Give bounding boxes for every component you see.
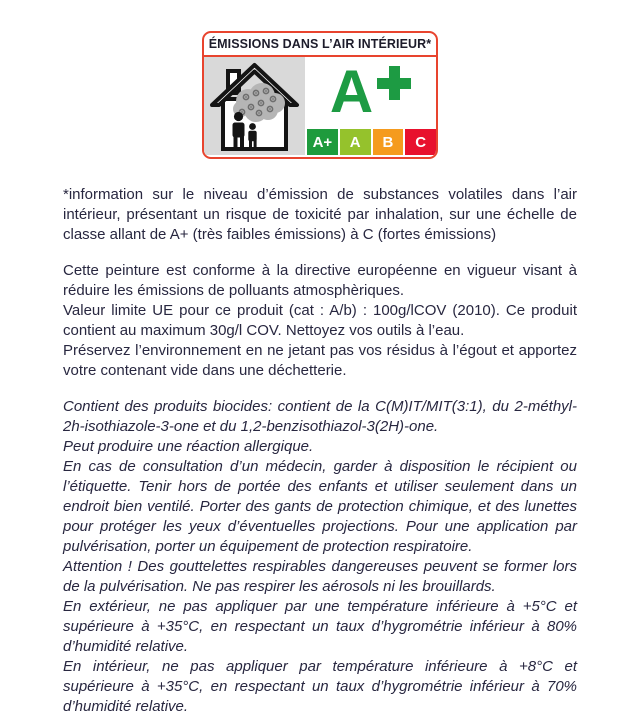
safety-warnings xyxy=(63,397,577,717)
allergic-reaction-text: Peut produire une réaction allergique. xyxy=(63,438,314,455)
scale-grade-c: C xyxy=(405,129,436,155)
spray-droplets-warning-text: Attention ! Des gouttelettes respirables dangereuses peuvent se former lors de la pulvérisation. Ne pas respirer les aérosols ni les brouillards. xyxy=(63,558,577,595)
rating-a-plus xyxy=(305,57,436,129)
emission-scale xyxy=(307,129,436,155)
scale-grade-b: B xyxy=(373,129,404,155)
scale-grade-a: A xyxy=(340,129,371,155)
biocides-content-text: Contient des produits biocides: contient de la C(M)IT/MIT(3:1), du 2-méthyl-2h-isothiazole-3-one et du 1,2-benzisothiazol-3(2H)-one. xyxy=(63,398,577,435)
interior-application-conditions-text: En intérieur, ne pas appliquer par température inférieure à +8°C et supérieure à +35°C, en respectant un taux d’hygrométrie inférieur à 70% d’humidité relative. xyxy=(63,658,577,715)
regulatory-text-block xyxy=(63,185,577,717)
emission-scale-explanation: *information sur le niveau d’émission de substances volatiles dans l’air intérieur, présentant un risque de toxicité par inhalation, sur une échelle de classe allant de A+ (très faibles émissions) à C (fortes émissions) xyxy=(63,186,577,243)
house-cloud-people-icon xyxy=(204,57,305,155)
emission-label-body xyxy=(204,57,436,155)
emission-label-title: ÉMISSIONS DANS L’AIR INTÉRIEUR* xyxy=(204,33,436,57)
plus-icon xyxy=(377,66,411,100)
house-indoor-air-pictogram xyxy=(204,57,305,155)
compliance-paragraphs xyxy=(63,261,577,381)
indoor-air-emission-label xyxy=(202,31,438,159)
medical-precautions-text: En cas de consultation d’un médecin, garder à disposition le récipient ou l’étiquette. Tenir hors de portée des enfants et utiliser seulement dans un endroit bien ventilé. Porter des gants de protection chimique, et des lunettes pour protéger les yeux d’éventuelles projections. Pour une application par pulvérisation, porter un équipement de protection respiratoire. xyxy=(63,458,577,555)
rating-area xyxy=(305,57,436,155)
exterior-application-conditions-text: En extérieur, ne pas appliquer par une température inférieure à +5°C et supérieure à +35°C, en respectant un taux d’hygrométrie inférieur à 80% d’humidité relative. xyxy=(63,598,577,655)
voc-limit-text: Valeur limite UE pour ce produit (cat : A/b) : 100g/lCOV (2010). Ce produit contient au maximum 30g/l COV. Nettoyez vos outils à l’eau. xyxy=(63,302,577,339)
environment-disposal-text: Préservez l’environnement en ne jetant pas vos résidus à l’égout et apportez votre contenant vide dans une déchetterie. xyxy=(63,342,577,379)
rating-letter: A xyxy=(329,58,372,125)
directive-compliance-text: Cette peinture est conforme à la directive européenne en vigueur visant à réduire les émissions de polluants atmosphèriques. xyxy=(63,262,577,299)
scale-grade-a-plus: A+ xyxy=(307,129,338,155)
